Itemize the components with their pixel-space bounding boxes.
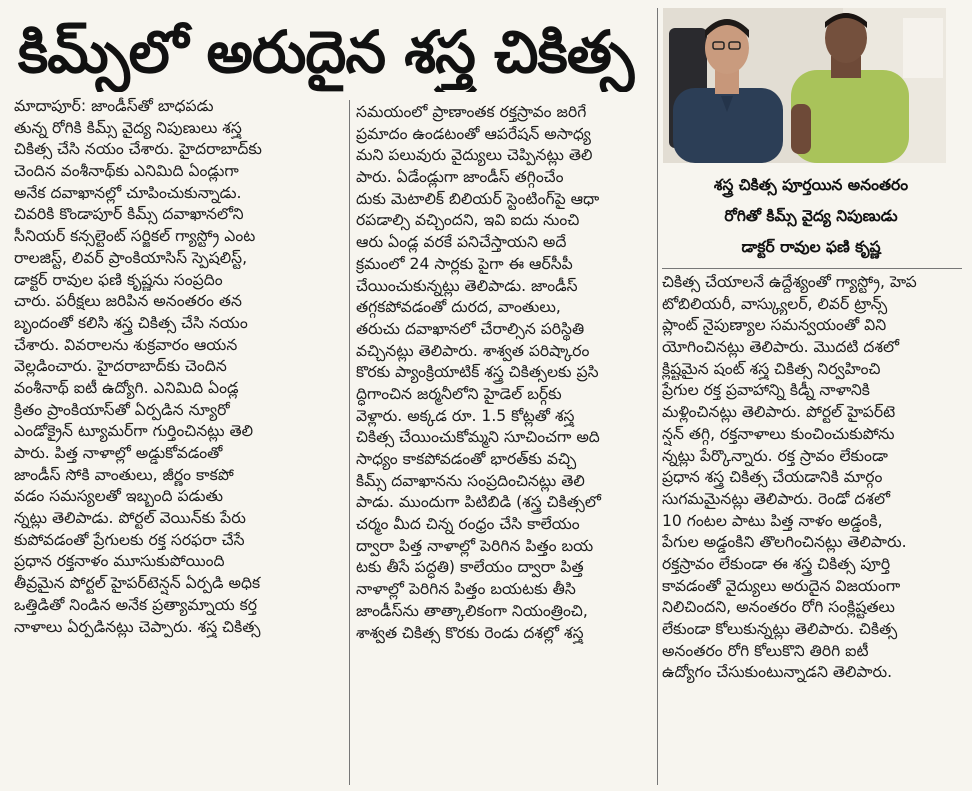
article-line: తున్న రోగికి కిమ్స్ వైద్య నిపుణులు శస్త్ర	[14, 118, 242, 137]
article-line: వంశీనాథ్ ఐటీ ఉద్యోగి. ఎనిమిది ఏండ్ల	[14, 378, 239, 397]
article-line: ద్ధిగాంచిన జర్మనీలోని హైడెల్ బర్గ్‌కు	[356, 384, 562, 403]
photo-illustration	[663, 8, 946, 163]
article-line: ఆరు ఏండ్ల వరకే పనిచేస్తాయని అదే	[356, 233, 567, 252]
article-line: చివరికి కొండాపూర్ కిమ్స్ దవాఖానలోని	[14, 205, 244, 224]
caption-line: డాక్టర్ రావుల ఫణి కృష్ణ	[741, 238, 881, 256]
headline: కిమ్స్‌లో అరుదైన శస్త్ర చికిత్స	[18, 18, 634, 86]
article-line: అనంతరం రోగి కోలుకొని తిరిగి ఐటీ	[662, 641, 869, 660]
article-line: చేయించుకున్నట్లు తెలిపాడు. జాండీస్	[356, 276, 578, 295]
article-line: చికిత్స చేయించుకోమ్మని సూచించగా అది	[356, 428, 600, 447]
article-line: తీవ్రమైన పోర్టల్ హైపర్‌టెన్షన్ ఏర్పడి అధిక	[14, 574, 261, 593]
article-line: డాక్టర్ రావుల ఫణి కృష్ణను సంప్రదిం	[14, 270, 223, 289]
article-line: సీనియర్ కన్సల్టెంట్ సర్జికల్ గ్యాస్ట్రో ఎంట	[14, 227, 256, 246]
article-line: చెందిన వంశీనాథ్‌కు ఎనిమిది ఏండ్లుగా	[14, 162, 239, 181]
column-divider	[657, 8, 658, 785]
article-line: యోగించినట్లు తెలిపారు. మొదటి దశలో	[662, 338, 900, 357]
article-line: నాళాల్లో పెరిగిన పిత్తం బయటకు తీసి	[356, 580, 576, 599]
article-line: ప్రధాన శస్త్ర చికిత్స చేయడానికి మార్గం	[662, 468, 883, 487]
news-photo	[663, 8, 946, 163]
article-line: ప్రధాన రక్తనాళం మూసుకుపోయింది	[14, 552, 225, 571]
article-line: ఉద్యోగం చేసుకుంటున్నాడని తెలిపారు.	[662, 663, 893, 682]
article-column-1	[14, 96, 344, 638]
article-line: ప్రేగుల రక్త ప్రవాహాన్ని కిడ్నీ నాళానికి	[662, 381, 870, 400]
article-line: పేగుల అడ్డంకిని తొలగించినట్లు తెలిపారు.	[662, 533, 907, 552]
article-line: క్లిష్టమైన షంట్ శస్త్ర చికిత్స నిర్వహించి	[662, 359, 881, 378]
caption-line: రోగితో కిమ్స్ వైద్య నిపుణుడు	[724, 207, 898, 225]
article-line: న్నట్లు తెలిపాడు. పోర్టల్ వెయిన్‌కు పేరు	[14, 509, 246, 528]
article-line: తగ్గకపోవడంతో దురద, వాంతులు,	[356, 298, 561, 317]
caption-line: శస్త్ర చికిత్స పూర్తయిన అనంతరం	[713, 176, 909, 194]
article-line: సుగమమైనట్లు తెలిపారు. రెండో దశలో	[662, 489, 890, 508]
article-line: చికిత్స చేయాలనే ఉద్దేశ్యంతో గ్యాస్ట్రో, హెప	[662, 273, 917, 291]
article-line: కుపోవడంతో ప్రేగులకు రక్త సరఫరా చేసే	[14, 530, 245, 549]
article-line: మని పలువురు వైద్యులు చెప్పినట్లు తెలి	[356, 146, 593, 165]
article-line: సాధ్యం కాకపోవడంతో భారత్‌కు వచ్చి	[356, 450, 577, 468]
article-line: పాడు. ముందుగా పిటిబిడి (శస్త్ర చికిత్సలో	[356, 493, 601, 512]
article-line: జాండీస్ సోకి వాంతులు, జీర్ణం కాకపో	[14, 465, 234, 484]
article-line: రక్తస్రావం లేకుండా ఈ శస్త్ర చికిత్స పూర్తి	[662, 554, 891, 573]
article-line: పారు. పిత్త నాళాల్లో అడ్డుకోవడంతో	[14, 444, 223, 462]
article-column-3	[662, 272, 960, 684]
article-line: కొరకు ప్యాంక్రియాటిక్ శస్త్ర చికిత్సలకు ప్రసి	[356, 363, 599, 382]
article-line: చికిత్స చేసి నయం చేశారు. హైదరాబాద్‌కు	[14, 140, 262, 159]
article-line: శాశ్వత చికిత్స కొరకు రెండు దశల్లో శస్త్ర	[356, 623, 584, 642]
article-line: 10 గంటల పాటు పిత్త నాళం అడ్డంకి,	[662, 511, 883, 530]
article-line: టోబిలియరీ, వాస్క్యులర్, లివర్ ట్రాన్స్	[662, 294, 888, 313]
article-line: ఒత్తిడితో నిండిన అనేక ప్రత్యామ్నాయ కర్త	[14, 595, 258, 614]
caption-divider	[662, 268, 962, 269]
article-line: లేకుండా కోలుకున్నట్లు తెలిపారు. చికిత్స	[662, 620, 898, 638]
photo-caption	[662, 170, 960, 263]
article-line: ఎండోక్రైన్ ట్యూమర్‌గా గుర్తించినట్లు తెలి	[14, 422, 254, 441]
article-line: ప్రమాదం ఉండటంతో ఆపరేషన్ అసాధ్య	[356, 124, 591, 143]
article-line: చేశారు. వివరాలను శుక్రవారం ఆయన	[14, 335, 238, 354]
article-line: మళ్లించినట్లు తెలిపారు. పోర్టల్ హైపర్‌టె	[662, 403, 896, 422]
article-line: న్షన్ తగ్గి, రక్తనాళాలు కుంచించుకుపోను	[662, 424, 895, 443]
article-line: ప్లాంట్ నైపుణ్యాల సమన్వయంతో విని	[662, 316, 887, 335]
article-line: సమయంలో ప్రాణాంతక రక్తస్రావం జరిగే	[356, 103, 587, 121]
article-line: న్నట్లు పేర్కొన్నారు. రక్త స్రావం లేకుండా	[662, 446, 888, 465]
column-divider	[349, 100, 350, 785]
article-line: రపడాల్సి వచ్చిందని, ఇవి ఐదు నుంచి	[356, 211, 580, 230]
article-line: చర్మం మీద చిన్న రంధ్రం చేసి కాలేయం	[356, 515, 580, 534]
article-line: కావడంతో వైద్యులు అరుదైన విజయంగా	[662, 576, 901, 595]
article-line: బృందంతో కలిసి శస్త్ర చికిత్స చేసి నయం	[14, 313, 248, 332]
article-line: టకు తీసే పద్ధతి) కాలేయం ద్వారా పిత్త	[356, 558, 584, 577]
article-line: తరుచు దవాఖానలో చేరాల్సిన పరిస్థితి	[356, 319, 585, 338]
article-line: జాండీస్‌ను తాత్కాలికంగా నియంత్రించి,	[356, 601, 588, 620]
article-line: చారు. పరీక్షలు జరిపిన అనంతరం తన	[14, 292, 242, 311]
article-line: వచ్చినట్లు తెలిపారు. శాశ్వత పరిష్కారం	[356, 341, 590, 360]
article-line: క్రితం ప్రాంకియాస్‌తో ఏర్పడిన న్యూరో	[14, 400, 230, 419]
article-line: వడం సమస్యలతో ఇబ్బంది పడుతు	[14, 487, 224, 506]
article-column-2	[356, 102, 652, 644]
article-line: వెళ్లారు. అక్కడ రూ. 1.5 కోట్లతో శస్త్ర	[356, 406, 575, 425]
article-line: క్రమంలో 24 సార్లకు పైగా ఈ ఆర్‌సీపీ	[356, 254, 573, 273]
article-line: వెల్లడించారు. హైదరాబాద్‌కు చెందిన	[14, 357, 227, 376]
article-line: దుకు మెటాలిక్ బిలియర్ స్టెంటింగ్‌పై ఆధా	[356, 189, 600, 208]
article-line: నిలిచిందని, అనంతరం రోగి సంక్లిష్టతలు	[662, 598, 895, 617]
article-line: కిమ్స్ దవాఖానను సంప్రదించినట్లు తెలి	[356, 471, 585, 490]
article-line: పారు. ఏడేండ్లుగా జాండీస్ తగ్గించేం	[356, 168, 564, 187]
article-line: అనేక దవాఖానల్లో చూపించుకున్నాడు.	[14, 183, 242, 202]
article-line: మాదాపూర్: జాండీస్‌తో బాధపడు	[14, 97, 214, 115]
article-line: రాలజిస్ట్, లివర్ ప్రాంకియాసిస్ స్పెషలిస్ట్,	[14, 248, 248, 267]
article-line: ద్వారా పిత్త నాళాల్లో పెరిగిన పిత్తం బయ	[356, 536, 594, 555]
article-line: నాళాలు ఏర్పడినట్లు చెప్పారు. శస్త్ర చికిత్స	[14, 617, 261, 636]
